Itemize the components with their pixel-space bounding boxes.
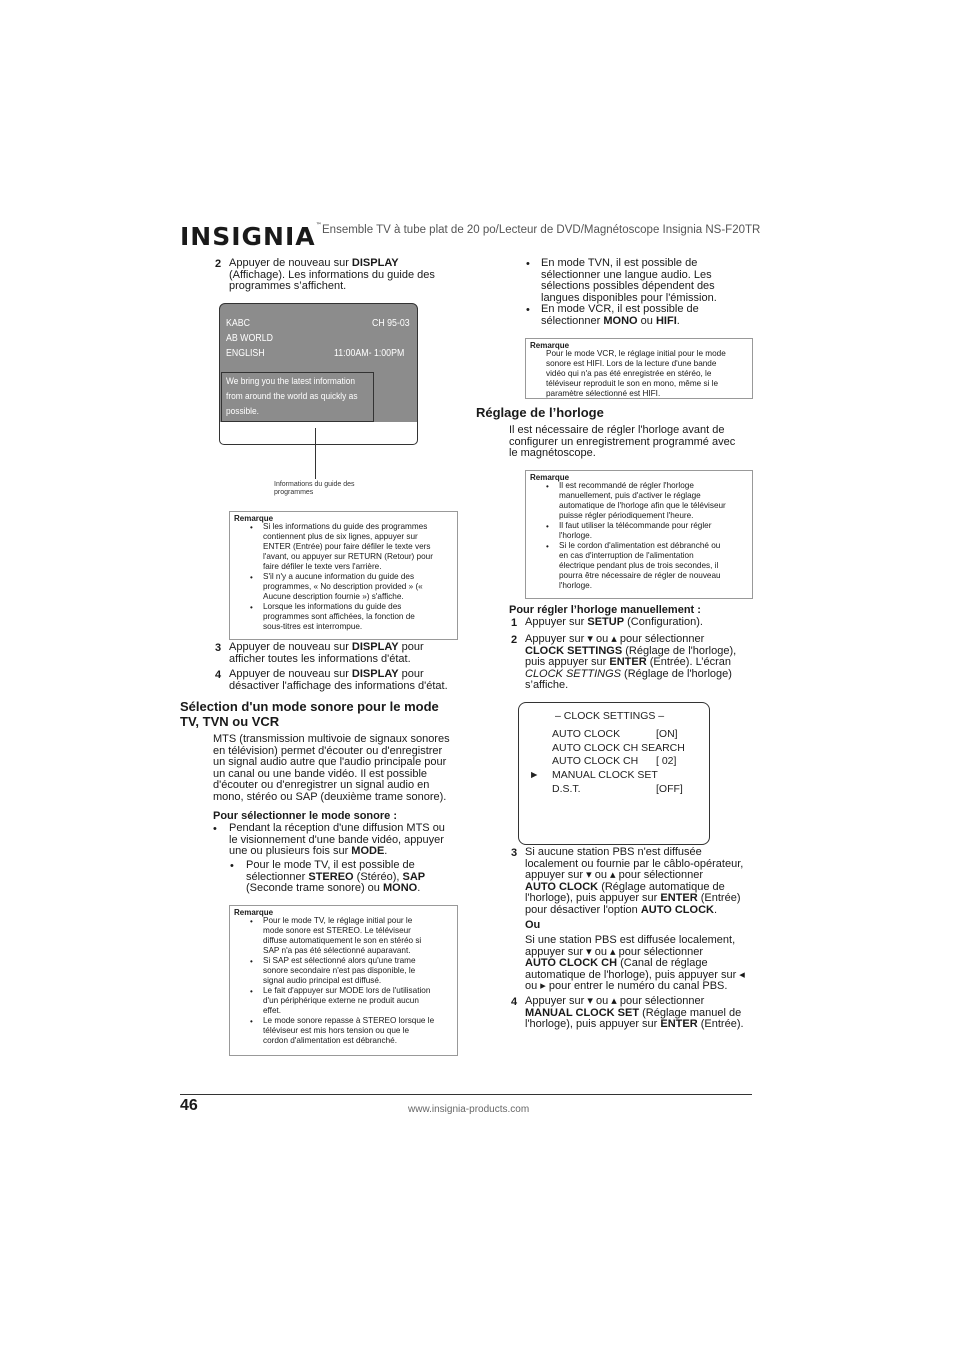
arrow-down-icon: ▾	[586, 945, 592, 958]
clock-row-value: [ 02]	[656, 755, 677, 767]
mts-paragraph: MTS (transmission multivoie de signaux sonores en télévision) permet d'écouter ou d'enregistrer un signal audio autre que l'audio principale pour un canal ou une bande vidéo. Il est possible d'écouter ou d'enregistrer un signal audio en mono, stéréo ou SAP (deuxième trame sonore).	[213, 733, 450, 803]
tv-channel: CH 95-03	[372, 318, 410, 329]
footer-url: www.insignia-products.com	[408, 1104, 530, 1115]
step-3-alt-text: Si une station PBS est diffusée localement, appuyer sur ▾ ou ▴ pour sélectionner AUTO CLOCK CH (Canal de réglage automatique de l'horloge), puis appuyer sur ◂ ou ▸ pour entrer le numéro du canal PBS.	[525, 934, 745, 992]
step-3-text: Appuyer de nouveau sur DISPLAY pour afficher toutes les informations d'état.	[229, 641, 424, 665]
tv-info-line: possible.	[226, 406, 259, 417]
arrow-down-icon: ▾	[587, 995, 593, 1007]
clock-screen-title: – CLOCK SETTINGS –	[555, 710, 665, 722]
note-text: Pour le mode VCR, le réglage initial pour le mode sonore est HIFI. Lors de la lecture d'une bande vidéo qui n'a pas été enregistrée en stéréo, le téléviseur reproduit le son en mono, même si le paramètre sélectionné est HIFI.	[546, 349, 726, 398]
note-box	[525, 338, 753, 399]
tv-info-line: We bring you the latest information	[226, 376, 356, 387]
tv-bottom-bezel	[219, 422, 418, 445]
step-number: 2	[511, 634, 518, 646]
step-2-text: Appuyer de nouveau sur DISPLAY (Affichage). Les informations du guide des programmes s’affichent.	[229, 257, 435, 292]
step-4-text: Appuyer de nouveau sur DISPLAY pour désactiver l'affichage des informations d'état.	[229, 668, 448, 692]
arrow-up-icon: ▴	[611, 995, 617, 1007]
page-number: 46	[180, 1097, 198, 1114]
tv-info-line: from around the world as quickly as	[226, 391, 358, 402]
callout-line	[315, 428, 316, 479]
subheading: Pour sélectionner le mode sonore :	[213, 810, 397, 822]
clock-row-label: AUTO CLOCK CH SEARCH	[552, 742, 685, 754]
step-number: 3	[215, 642, 222, 654]
callout-label: Informations du guide des programmes	[274, 481, 355, 496]
clock-settings-screen	[518, 702, 710, 845]
bullet-text: En mode TVN, il est possible de sélectionner une langue audio. Les sélections possibles dépendent des langues disponibles pour l'émission.	[541, 257, 717, 304]
header-title: Ensemble TV à tube plat de 20 po/Lecteur de DVD/Magnétoscope Insignia NS-F20TR	[322, 224, 761, 236]
note-box: Remarque • • • Si les informations du guide des programmes contiennent plus de six lignes, appuyer sur ENTER (Entrée) pour faire défiler le texte vers l'avant, ou appuyer sur RETURN (Retour) pour faire défiler le texte vers l'arrière. S'il n'y a aucune information du guide des programmes, « No description provided » (« Aucune description fournie ») s'affiche. Lorsque les informations du guide des programmes sont affichées, la fonction de sous-titres est interrompue.	[229, 511, 458, 640]
step-3-clock-text: Si aucune station PBS n'est diffusée localement ou fournie par le câblo-opérateur, appuyer sur ▾ ou ▴ pour sélectionner AUTO CLOCK (Réglage automatique de l'horloge), puis appuyer sur ENTER (Entrée) pour désactiver l'option AUTO CLOCK.	[525, 846, 744, 916]
step-2-clock-text: Appuyer sur ▾ ou ▴ pour sélectionner CLOCK SETTINGS (Réglage de l'horloge), puis appuyer sur ENTER (Entrée). L’écran CLOCK SETTINGS (Réglage de l'horloge) s’affiche.	[525, 633, 737, 691]
note-label: Remarque	[530, 341, 570, 350]
insignia-logo: INSIGNIA™	[180, 222, 323, 251]
clock-row-label: AUTO CLOCK	[552, 728, 621, 740]
arrow-up-icon: ▴	[610, 945, 616, 958]
step-number: 4	[215, 669, 222, 681]
step-number: 4	[511, 996, 518, 1008]
note-text: Pour le mode TV, le réglage initial pour le mode sonore est STEREO. Le téléviseur diffuse automatiquement le son en stéréo si SAP n'a pas été sélectionné auparavant. Si SAP est sélectionné alors qu'une trame sonore secondaire n'est pas disponible, le signal audio principal est diffusé. Le fait d'appuyer sur MODE lors de l'utilisation d'un périphérique externe ne produit aucun effet. Le mode sonore repasse à STEREO lorsque le téléviseur est mis hors tension ou que le cordon d'alimentation est débranché.	[263, 916, 435, 1045]
note-box: Remarque • • • Il est recommandé de régler l'horloge manuellement, puis d'activer le réglage automatique de l'horloge afin que le téléviseur puisse régler périodiquement l'heure. Il faut utiliser la télécommande pour régler l'horloge. Si le cordon d'alimentation est débranché ou en cas d'interruption de l'alimentation électrique pendant plus de trois secondes, il pourra être nécessaire de régler de nouveau l'horloge.	[525, 470, 753, 599]
step-number: 1	[511, 617, 518, 629]
note-label: Remarque	[530, 473, 570, 482]
step-number: 3	[511, 847, 518, 859]
clock-row-value: [ON]	[656, 728, 678, 740]
note-label: Remarque	[234, 514, 274, 523]
clock-row-value: [OFF]	[656, 783, 683, 795]
tv-time: 11:00AM- 1:00PM	[334, 348, 405, 359]
step-1-text: Appuyer sur SETUP (Configuration).	[525, 616, 703, 628]
subheading: Pour régler l’horloge manuellement :	[509, 604, 701, 616]
arrow-up-icon: ▴	[611, 633, 617, 645]
tv-program: AB WORLD	[226, 333, 273, 344]
tv-language: ENGLISH	[226, 348, 265, 359]
step-4-clock-text: Appuyer sur ▾ ou ▴ pour sélectionner MANUAL CLOCK SET (Réglage manuel de l'horloge), puis appuyer sur ENTER (Entrée).	[525, 995, 744, 1030]
tv-station: KABC	[226, 318, 250, 329]
selection-arrow-icon: ►	[529, 769, 540, 781]
clock-row-label: D.S.T.	[552, 783, 581, 795]
note-text: Il est recommandé de régler l'horloge manuellement, puis d'activer le réglage automatique de l'horloge afin que le téléviseur puisse régler périodiquement l'heure. Il faut utiliser la télécommande pour régler l'horloge. Si le cordon d'alimentation est débranché ou en cas d'interruption de l'alimentation électrique pendant plus de trois secondes, il pourra être nécessaire de régler de nouveau l'horloge.	[559, 481, 726, 590]
clock-row-label: AUTO CLOCK CH	[552, 755, 639, 767]
step-number: 2	[215, 258, 222, 270]
arrow-right-icon: ▸	[540, 980, 546, 992]
bullet-text: En mode VCR, il est possible de sélectionner MONO ou HIFI.	[541, 303, 699, 327]
footer-rule	[180, 1094, 752, 1095]
bullet-text: Pendant la réception d'une diffusion MTS ou le visionnement d'une bande vidéo, appuyer une ou plusieurs fois sur MODE.	[229, 822, 445, 857]
arrow-down-icon: ▾	[587, 633, 593, 645]
note-label: Remarque	[234, 908, 274, 917]
arrow-up-icon: ▴	[610, 869, 616, 881]
clock-row-label: MANUAL CLOCK SET	[552, 769, 658, 781]
arrow-down-icon: ▾	[586, 869, 592, 881]
clock-intro: Il est nécessaire de régler l'horloge avant de configurer un enregistrement programmé avec le magnétoscope.	[509, 424, 736, 459]
section-heading: Sélection d'un mode sonore pour le mode TV, TVN ou VCR	[180, 699, 439, 729]
or-label: Ou	[525, 919, 541, 931]
tv-info-box	[221, 372, 374, 422]
note-text: Si les informations du guide des programmes contiennent plus de six lignes, appuyer sur ENTER (Entrée) pour faire défiler le texte vers l'avant, ou appuyer sur RETURN (Retour) pour faire défiler le texte vers l'arrière. S'il n'y a aucune information du guide des programmes, « No description provided » (« Aucune description fournie ») s'affiche. Lorsque les informations du guide des programmes sont affichées, la fonction de sous-titres est interrompue.	[263, 522, 433, 631]
note-box: Remarque • • • • Pour le mode TV, le réglage initial pour le mode sonore est STEREO. Le téléviseur diffuse automatiquement le son en stéréo si SAP n'a pas été sélectionné auparavant. Si SAP est sélectionné alors qu'une trame sonore secondaire n'est pas disponible, le signal audio principal est diffusé. Le fait d'appuyer sur MODE lors de l'utilisation d'un périphérique externe ne produit aucun effet. Le mode sonore repasse à STEREO lorsque le téléviseur est mis hors tension ou que le cordon d'alimentation est débranché.	[229, 905, 458, 1056]
arrow-left-icon: ◂	[739, 968, 745, 981]
bullet-text: Pour le mode TV, il est possible de sélectionner STEREO (Stéréo), SAP (Seconde trame sonore) ou MONO.	[246, 859, 426, 894]
clock-section-heading: Réglage de l’horloge	[476, 405, 604, 420]
